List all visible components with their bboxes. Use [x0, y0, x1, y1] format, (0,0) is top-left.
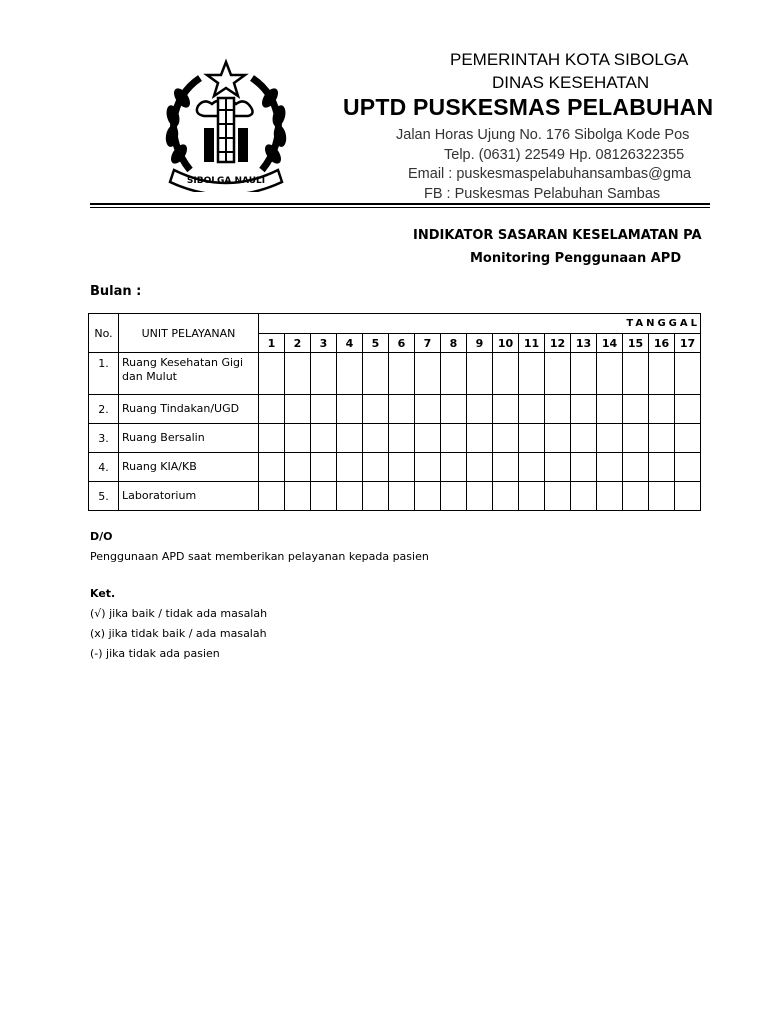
header-no: No.	[89, 314, 119, 353]
unit-name: Ruang Tindakan/UGD	[119, 395, 259, 424]
table-row	[89, 424, 701, 453]
row-number: 2.	[89, 395, 119, 424]
day-cell[interactable]	[493, 453, 519, 482]
day-header-cell: 10	[493, 334, 519, 353]
row-number: 1.	[89, 353, 119, 395]
day-header-cell: 15	[623, 334, 649, 353]
day-cell[interactable]	[285, 395, 311, 424]
table-body	[89, 353, 701, 511]
day-cell[interactable]	[597, 395, 623, 424]
day-cell[interactable]	[675, 395, 701, 424]
letterhead-divider-thin	[90, 207, 710, 208]
day-header-cell: 4	[337, 334, 363, 353]
unit-name: Ruang Bersalin	[119, 424, 259, 453]
month-label: Bulan :	[90, 284, 142, 299]
day-cell[interactable]	[675, 424, 701, 453]
day-cell[interactable]	[389, 353, 415, 395]
day-cell[interactable]	[259, 353, 285, 395]
day-cell[interactable]	[649, 353, 675, 395]
day-cell[interactable]	[675, 482, 701, 511]
do-label: D/O	[90, 530, 113, 543]
header-tanggal: TANGGAL	[259, 314, 701, 334]
day-cell[interactable]	[285, 482, 311, 511]
logo-ribbon-text: SIBOLGA NAULI	[186, 176, 266, 186]
day-cell[interactable]	[415, 482, 441, 511]
day-cell[interactable]	[623, 482, 649, 511]
day-header-cell: 3	[311, 334, 337, 353]
day-cell[interactable]	[571, 353, 597, 395]
ket-label: Ket.	[90, 587, 116, 600]
department-name: DINAS KESEHATAN	[492, 73, 650, 92]
day-cell[interactable]	[311, 482, 337, 511]
day-cell[interactable]	[649, 482, 675, 511]
day-cell[interactable]	[259, 395, 285, 424]
day-cell[interactable]	[389, 395, 415, 424]
day-cell[interactable]	[545, 353, 571, 395]
day-cell[interactable]	[311, 353, 337, 395]
day-cell[interactable]	[597, 482, 623, 511]
table-row	[89, 482, 701, 511]
day-header-cell: 2	[285, 334, 311, 353]
form-subtitle: Monitoring Penggunaan APD	[470, 251, 682, 266]
day-cell[interactable]	[493, 424, 519, 453]
day-header-cell: 16	[649, 334, 675, 353]
day-cell[interactable]	[441, 395, 467, 424]
day-cell[interactable]	[467, 395, 493, 424]
day-cell[interactable]	[285, 424, 311, 453]
day-header-cell: 9	[467, 334, 493, 353]
day-header-cell: 6	[389, 334, 415, 353]
day-cell[interactable]	[389, 453, 415, 482]
day-cell[interactable]	[649, 395, 675, 424]
day-cell[interactable]	[519, 353, 545, 395]
day-cell[interactable]	[519, 424, 545, 453]
ket-item: (√) jika baik / tidak ada masalah	[90, 607, 268, 620]
table-row	[89, 353, 701, 395]
day-header-cell: 17	[675, 334, 701, 353]
phone-line: Telp. (0631) 22549 Hp. 08126322355	[444, 147, 685, 163]
day-cell[interactable]	[493, 353, 519, 395]
row-number: 3.	[89, 424, 119, 453]
day-cell[interactable]	[571, 395, 597, 424]
day-cell[interactable]	[545, 482, 571, 511]
day-cell[interactable]	[493, 395, 519, 424]
facebook-line: FB : Puskesmas Pelabuhan Sambas	[424, 186, 661, 202]
table-row	[89, 453, 701, 482]
day-cell[interactable]	[545, 395, 571, 424]
day-cell[interactable]	[623, 395, 649, 424]
day-cell[interactable]	[467, 482, 493, 511]
day-cell[interactable]	[597, 424, 623, 453]
day-cell[interactable]	[311, 395, 337, 424]
do-text: Penggunaan APD saat memberikan pelayanan kepada pasien	[90, 550, 429, 563]
day-cell[interactable]	[441, 482, 467, 511]
day-cell[interactable]	[363, 395, 389, 424]
day-cell[interactable]	[285, 453, 311, 482]
day-cell[interactable]	[519, 395, 545, 424]
day-cell[interactable]	[337, 424, 363, 453]
day-cell[interactable]	[493, 482, 519, 511]
day-cell[interactable]	[649, 424, 675, 453]
day-cell[interactable]	[415, 424, 441, 453]
sibolga-emblem-logo	[160, 58, 292, 192]
day-header-cell: 11	[519, 334, 545, 353]
day-cell[interactable]	[259, 424, 285, 453]
day-cell[interactable]	[415, 453, 441, 482]
day-cell[interactable]	[597, 353, 623, 395]
day-cell[interactable]	[675, 453, 701, 482]
day-header-cell: 1	[259, 334, 285, 353]
day-cell[interactable]	[337, 453, 363, 482]
government-name: PEMERINTAH KOTA SIBOLGA	[450, 50, 689, 69]
day-cell[interactable]	[363, 482, 389, 511]
day-cell[interactable]	[389, 482, 415, 511]
ket-item: (-) jika tidak ada pasien	[90, 647, 220, 660]
row-number: 5.	[89, 482, 119, 511]
unit-name: Ruang Kesehatan Gigi dan Mulut	[119, 353, 259, 395]
day-cell[interactable]	[285, 353, 311, 395]
day-cell[interactable]	[545, 424, 571, 453]
day-cell[interactable]	[363, 424, 389, 453]
day-header-cell: 13	[571, 334, 597, 353]
day-cell[interactable]	[441, 453, 467, 482]
day-cell[interactable]	[467, 353, 493, 395]
day-cell[interactable]	[571, 453, 597, 482]
day-cell[interactable]	[623, 453, 649, 482]
day-cell[interactable]	[311, 453, 337, 482]
day-header-cell: 7	[415, 334, 441, 353]
day-cell[interactable]	[467, 453, 493, 482]
institution-name: UPTD PUSKESMAS PELABUHAN	[343, 94, 714, 120]
day-cell[interactable]	[337, 353, 363, 395]
day-cell[interactable]	[623, 424, 649, 453]
day-cell[interactable]	[363, 353, 389, 395]
day-header-cell: 14	[597, 334, 623, 353]
day-cell[interactable]	[545, 453, 571, 482]
day-cell[interactable]	[337, 395, 363, 424]
table-row	[89, 395, 701, 424]
letterhead-divider-thick	[90, 203, 710, 205]
day-cell[interactable]	[363, 453, 389, 482]
unit-name: Ruang KIA/KB	[119, 453, 259, 482]
day-cell[interactable]	[467, 424, 493, 453]
day-cell[interactable]	[311, 424, 337, 453]
day-cell[interactable]	[675, 353, 701, 395]
row-number: 4.	[89, 453, 119, 482]
form-title: INDIKATOR SASARAN KESELAMATAN PA	[413, 228, 702, 243]
day-cell[interactable]	[519, 453, 545, 482]
day-cell[interactable]	[259, 482, 285, 511]
day-cell[interactable]	[623, 353, 649, 395]
ket-item: (x) jika tidak baik / ada masalah	[90, 627, 267, 640]
monitoring-table	[88, 313, 701, 511]
day-cell[interactable]	[441, 353, 467, 395]
day-cell[interactable]	[415, 395, 441, 424]
day-cell[interactable]	[571, 424, 597, 453]
day-cell[interactable]	[441, 424, 467, 453]
header-unit-pelayanan: UNIT PELAYANAN	[119, 314, 259, 353]
day-header-cell: 8	[441, 334, 467, 353]
day-cell[interactable]	[259, 453, 285, 482]
day-cell[interactable]	[337, 482, 363, 511]
day-header-cell: 5	[363, 334, 389, 353]
day-cell[interactable]	[649, 453, 675, 482]
address-line: Jalan Horas Ujung No. 176 Sibolga Kode Pos	[396, 127, 690, 143]
day-cell[interactable]	[519, 482, 545, 511]
day-cell[interactable]	[597, 453, 623, 482]
unit-name: Laboratorium	[119, 482, 259, 511]
email-line: Email : puskesmaspelabuhansambas@gma	[408, 166, 692, 182]
day-header-cell: 12	[545, 334, 571, 353]
day-cell[interactable]	[571, 482, 597, 511]
day-cell[interactable]	[389, 424, 415, 453]
day-cell[interactable]	[415, 353, 441, 395]
